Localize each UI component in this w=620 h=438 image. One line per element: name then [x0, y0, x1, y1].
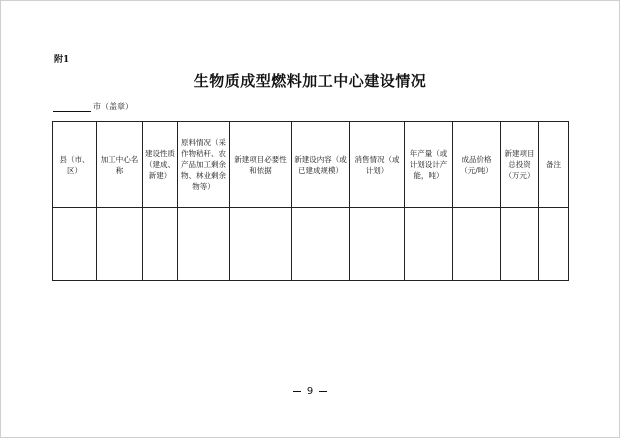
table-cell[interactable] [53, 208, 97, 281]
table-cell[interactable] [230, 208, 292, 281]
table-cell[interactable] [350, 208, 405, 281]
document-title: 生物质成型燃料加工中心建设情况 [193, 72, 427, 90]
page-number: 9 [306, 386, 314, 397]
table-header-row [53, 122, 569, 208]
city-line [53, 101, 133, 112]
city-suffix: 市（盖章） [93, 102, 133, 111]
table-cell[interactable] [539, 208, 569, 281]
table-cell[interactable] [143, 208, 178, 281]
col-construction-content: 新建设内容（或已建成规模） [292, 122, 350, 208]
footer-dash-right [319, 391, 327, 392]
city-blank [53, 103, 91, 112]
table-cell[interactable] [501, 208, 539, 281]
table-cell[interactable] [178, 208, 230, 281]
col-construction-type: 建设性质（建成、新建） [143, 122, 178, 208]
table-cell[interactable] [97, 208, 143, 281]
col-product-price: 成品价格（元/吨） [453, 122, 501, 208]
col-raw-material: 原料情况（采作物秸秆、农产品加工剩余物、林业剩余物等） [178, 122, 230, 208]
col-remarks: 备注 [539, 122, 569, 208]
col-total-investment: 新建项目总投资（万元） [501, 122, 539, 208]
attachment-label: 附1 [54, 55, 70, 65]
col-necessity: 新建项目必要性和依据 [230, 122, 292, 208]
col-county: 县（市、区） [53, 122, 97, 208]
col-sales: 消售情况（或计划） [350, 122, 405, 208]
table-cell[interactable] [292, 208, 350, 281]
footer-dash-left [293, 391, 301, 392]
table-cell[interactable] [453, 208, 501, 281]
table-row [53, 208, 569, 281]
construction-info-table [52, 121, 569, 281]
table-cell[interactable] [405, 208, 453, 281]
page-footer [0, 386, 620, 397]
col-annual-output: 年产量（或计划设计产能，吨） [405, 122, 453, 208]
col-center-name: 加工中心名称 [97, 122, 143, 208]
